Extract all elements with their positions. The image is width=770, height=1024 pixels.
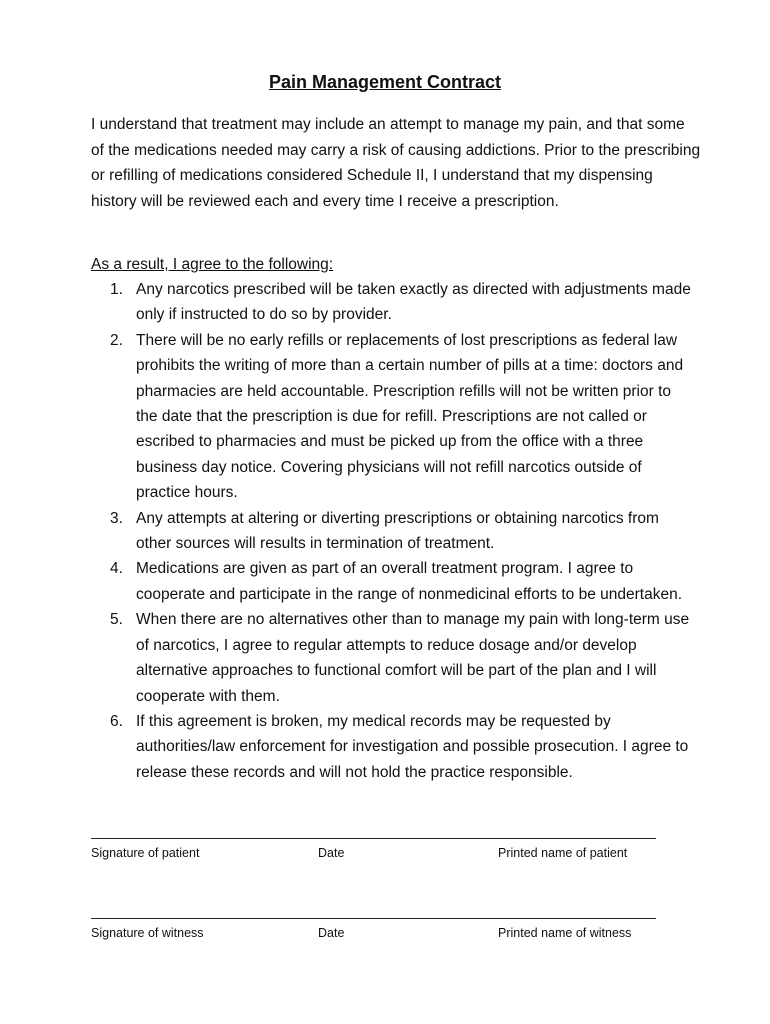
term-item [91,277,696,328]
term-item [91,328,696,506]
term-text: Any attempts at altering or diverting prescriptions or obtaining narcotics from other sources will results in termination of treatment. [136,509,659,553]
agreement-heading: As a result, I agree to the following: [91,256,334,273]
witness-signature-line[interactable] [91,918,656,919]
patient-signature-label: Signature of patient [91,846,200,860]
term-text: When there are no alternatives other than to manage my pain with long-term use of narcotics, I agree to regular attempts to reduce dosage and/or develop alternative approaches to functional comfort will be part of the plan and I will cooperate with them. [136,611,690,705]
witness-printed-name-label: Printed name of witness [498,926,632,940]
term-item [91,506,696,557]
witness-signature-label: Signature of witness [91,926,204,940]
term-number: 2. [110,331,123,349]
term-item [91,709,696,785]
term-number: 5. [110,611,123,629]
term-item [91,556,696,607]
term-number: 1. [110,281,123,298]
term-text: Any narcotics prescribed will be taken exactly as directed with adjustments made only if instructed to do so by provider. [136,281,691,324]
term-number: 6. [110,712,123,730]
term-number: 4. [110,560,123,578]
term-text: There will be no early refills or replacements of lost prescriptions as federal law prohibits the writing of more than a certain number of pills at a time: doctors and pharmacies are held accountable. Prescription refills will not be written prior to the date that the prescription is due for refill. Prescriptions are not called or escribed to pharmacies and must be picked up from the office with a three business day notice. Covering physicians will not refill narcotics outside of practice hours. [136,331,684,502]
term-number: 3. [110,509,123,527]
terms-list [91,277,696,785]
intro-paragraph: I understand that treatment may include an attempt to manage my pain, and that some of the medications needed may carry a risk of causing addictions. Prior to the prescribing or refilling of medications considered Schedule II, I understand that my dispensing history will be reviewed each and every time I receive a prescription. [91,116,701,210]
term-item [91,607,696,709]
witness-date-label: Date [318,926,345,940]
patient-signature-line[interactable] [91,838,656,839]
patient-printed-name-label: Printed name of patient [498,846,628,860]
term-text: If this agreement is broken, my medical records may be requested by authorities/law enforcement for investigation and possible prosecution. I agree to release these records and will not hold the practice responsible. [136,712,689,781]
term-text: Medications are given as part of an overall treatment program. I agree to cooperate and participate in the range of nonmedicinal efforts to be undertaken. [136,560,683,603]
document-title: Pain Management Contract [268,72,502,92]
patient-date-label: Date [318,846,345,860]
